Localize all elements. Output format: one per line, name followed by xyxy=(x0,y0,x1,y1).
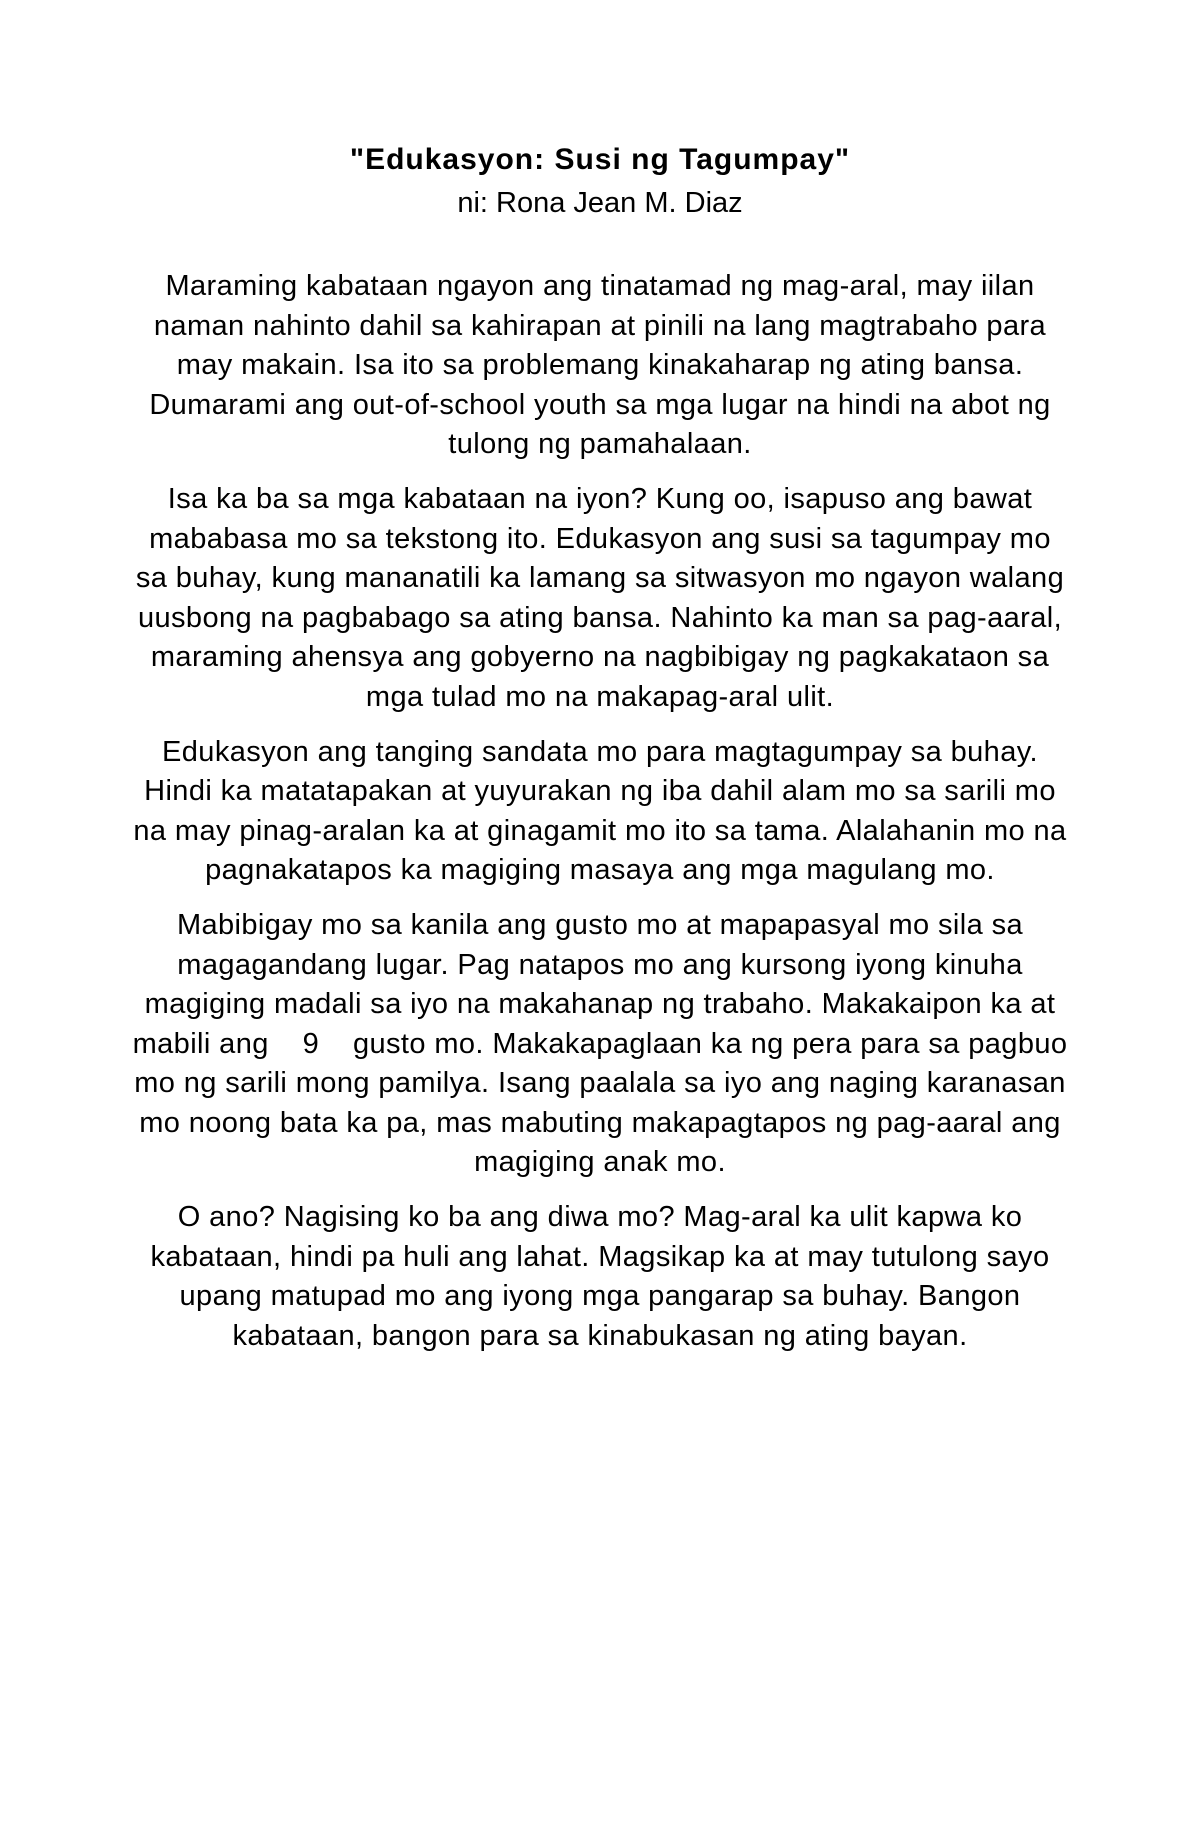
paragraph-3: Edukasyon ang tanging sandata mo para magtagumpay sa buhay. Hindi ka matatapakan at yuyurakan ng iba dahil alam mo sa sarili mo na may pinag-aralan ka at ginagamit mo ito sa tama. Alalahanin mo na pagnakatapos ka magiging masaya ang mga magulang mo. xyxy=(133,735,1067,887)
paragraph-4: Mabibigay mo sa kanila ang gusto mo at mapapasyal mo sila sa magagandang lugar. Pag natapos mo ang kursong iyong kinuha magiging madali sa iyo na makahanap ng trabaho. Makakaipon ka at mabili ang 9 gusto mo. Makakapaglaan ka ng pera para sa pagbuo mo ng sarili mong pamilya. Isang paalala sa iyo ang naging karanasan mo noong bata ka pa, mas mabuting makapagtapos ng pag-aaral ang magiging anak mo. xyxy=(132,908,1076,1179)
paragraph-5: O ano? Nagising ko ba ang diwa mo? Mag-aral ka ulit kapwa ko kabataan, hindi pa huli ang lahat. Magsikap ka at may tutulong sayo upang matupad mo ang iyong mga pangarap sa buhay. Bangon kabataan, bangon para sa kinabukasan ng ating bayan. xyxy=(150,1201,1050,1352)
author-byline: ni: Rona Jean M. Diaz xyxy=(457,187,743,219)
essay-body xyxy=(130,267,1076,1371)
paragraph-1: Maraming kabataan ngayon ang tinatamad ng mag-aral, may iilan naman nahinto dahil sa kahirapan at pinili na lang magtrabaho para may makain. Isa ito sa problemang kinakaharap ng ating bansa. Dumarami ang out-of-school youth sa mga lugar na hindi na abot ng tulong ng pamahalaan. xyxy=(149,270,1051,461)
document-title: "Edukasyon: Susi ng Tagumpay" xyxy=(349,143,851,176)
paragraph-2: Isa ka ba sa mga kabataan na iyon? Kung oo, isapuso ang bawat mababasa mo sa tekstong ito. Edukasyon ang susi sa tagumpay mo sa buhay, kung mananatili ka lamang sa sitwasyon mo ngayon walang uusbong na pagbabago sa ating bansa. Nahinto ka man sa pag-aaral, maraming ahensya ang gobyerno na nagbibigay ng pagkakataon sa mga tulad mo na makapag-aral ulit. xyxy=(135,482,1065,713)
